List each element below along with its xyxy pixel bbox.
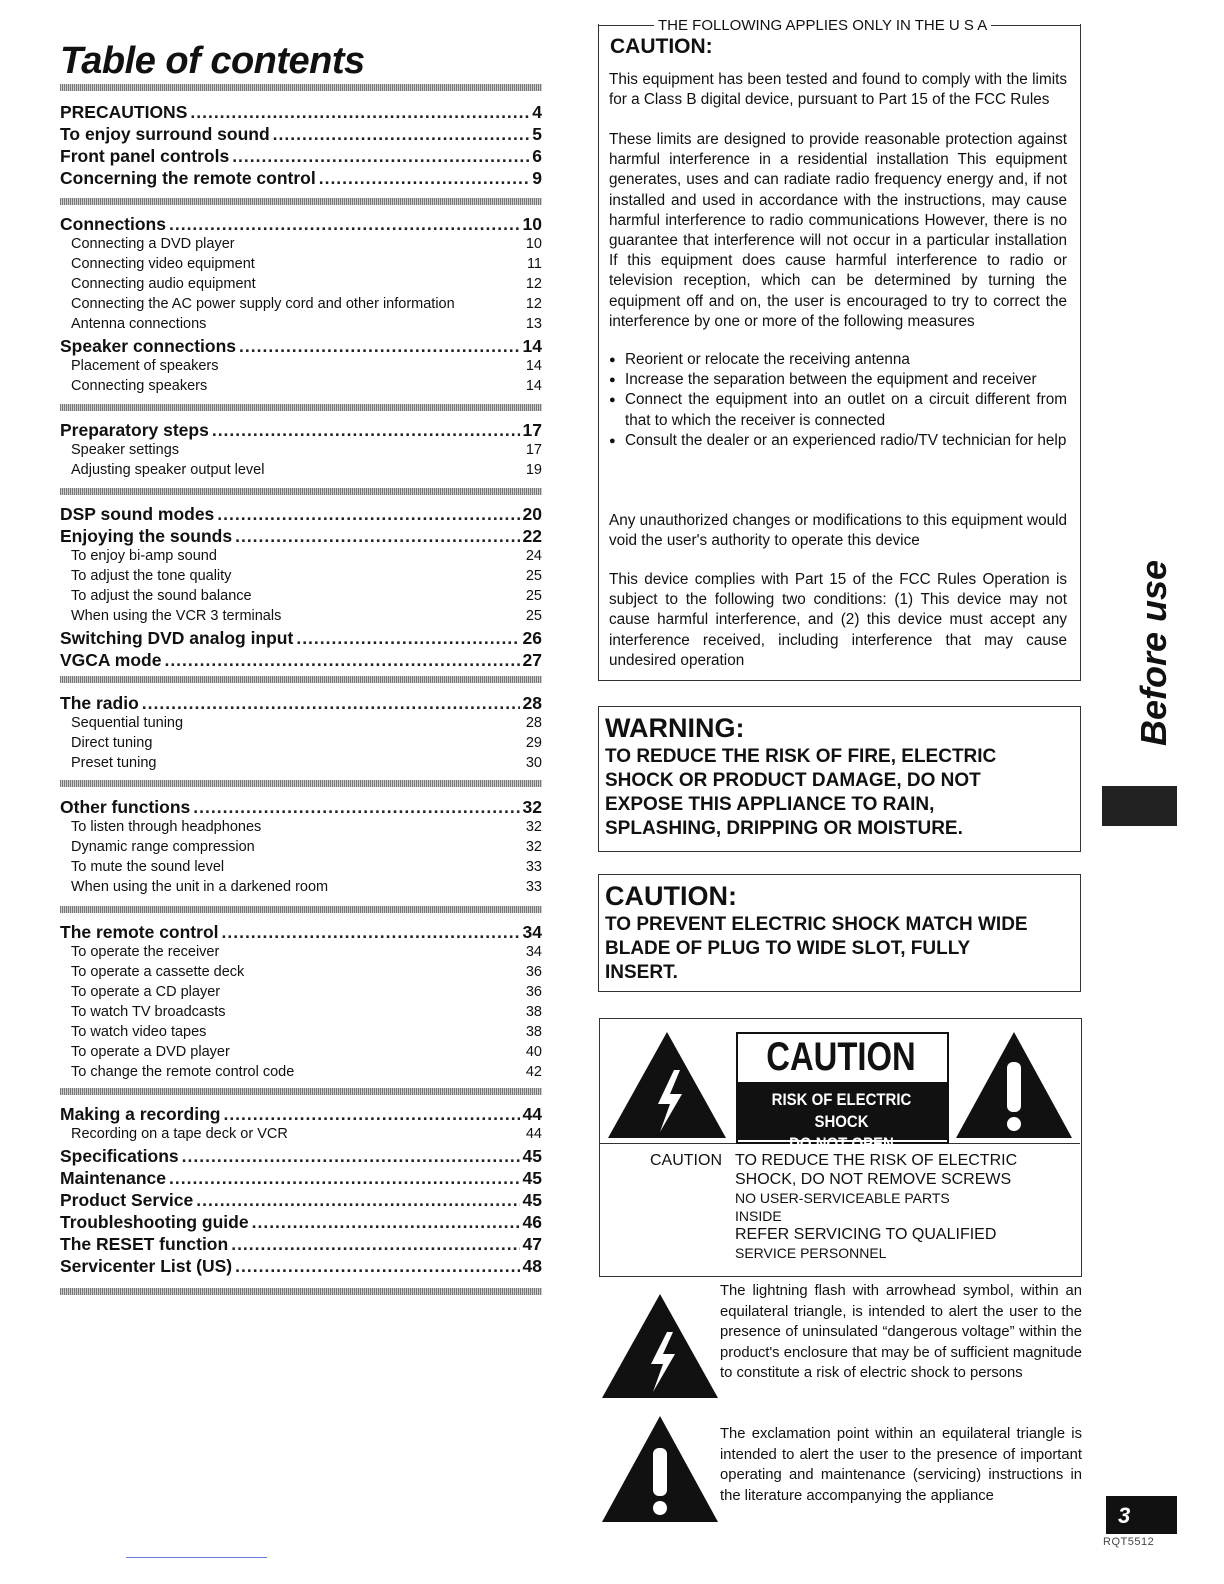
toc-entry-label: To operate a cassette deck (71, 964, 245, 980)
toc-entry-label: To watch TV broadcasts (71, 1004, 226, 1020)
toc-entry-page: 45 (522, 1190, 542, 1210)
toc-entry-page: 12 (525, 276, 542, 292)
toc-subentry (60, 378, 542, 398)
toc-subentry (60, 715, 542, 735)
toc-entry-page: 32 (525, 819, 542, 835)
toc-entry-page: 44 (525, 1126, 542, 1142)
toc-entry (60, 922, 542, 944)
toc-subentry (60, 1126, 542, 1146)
warning-line: EXPOSE THIS APPLIANCE TO RAIN, (605, 794, 935, 815)
toc-divider (60, 676, 542, 683)
toc-entry-label: When using the unit in a darkened room (71, 879, 329, 895)
toc-entry-page: 4 (532, 102, 542, 122)
toc-divider (60, 404, 542, 411)
toc-entry-page: 6 (532, 146, 542, 166)
toc-entry-page: 17 (525, 442, 542, 458)
toc-entry (60, 526, 542, 548)
toc-entry-label: The radio (60, 693, 139, 713)
toc-subentry (60, 296, 542, 316)
toc-entry-page: 10 (525, 236, 542, 252)
usa-header (598, 16, 1081, 34)
toc-leader-dots (231, 1234, 519, 1255)
toc-entry-page: 13 (525, 316, 542, 332)
usa-caution-title: CAUTION: (610, 35, 713, 58)
toc-entry-page: 29 (525, 735, 542, 751)
toc-entry-page: 45 (522, 1146, 542, 1166)
toc-section (60, 102, 542, 190)
toc-divider (60, 488, 542, 495)
toc-entry (60, 693, 542, 715)
toc-divider (60, 780, 542, 787)
toc-entry-label: Speaker connections (60, 336, 237, 356)
fcc-measure: ● Consult the dealer or an experienced radio/TV technician for help (609, 431, 1067, 451)
side-tab-label (1118, 550, 1188, 750)
toc-entry (60, 1104, 542, 1126)
fcc-paragraph-2: These limits are designed to provide reasonable protection against harmful interference in a residential installation This equipment generates, uses and can radiate radio frequency energy and, if not installed and used in accordance with the instructions, may cause harmful interference to radio communications However, there is no guarantee that interference will not occur in a particular installation If this equipment does cause harmful interference to radio or television reception, which can be determined by turning the equipment off and on, the user is encouraged to try to correct the interference by one or more of the following measures (609, 131, 1067, 330)
toc-subentry (60, 256, 542, 276)
toc-entry-label: Servicenter List (US) (60, 1256, 233, 1276)
caution-sign-line: RISK OF ELECTRIC SHOCK (771, 1090, 912, 1131)
toc-subentry (60, 1024, 542, 1044)
toc-entry-label: Placement of speakers (71, 358, 219, 374)
toc-entry-label: Adjusting speaker output level (71, 462, 265, 478)
toc-subentry (60, 608, 542, 628)
toc-entry (60, 168, 542, 190)
toc-subentry (60, 755, 542, 775)
label-text-line: REFER SERVICING TO QUALIFIED (735, 1226, 997, 1243)
fcc-paragraph-3: Any unauthorized changes or modifications to this equipment would void the user's authority to operate this device (609, 512, 1067, 550)
toc-entry-label: To adjust the tone quality (71, 568, 232, 584)
toc-divider (60, 1288, 542, 1295)
toc-entry (60, 628, 542, 650)
toc-entry-label: Connecting the AC power supply cord and other information (71, 296, 455, 312)
toc-entry-page: 34 (522, 922, 542, 942)
toc-leader-dots (223, 1104, 519, 1125)
lightning-warning-icon (606, 1030, 728, 1140)
toc-entry-page: 22 (522, 526, 542, 546)
toc-leader-dots (169, 214, 520, 235)
toc-entry-page: 48 (522, 1256, 542, 1276)
toc-entry-label: Sequential tuning (71, 715, 184, 731)
toc-entry (60, 1212, 542, 1234)
page-number: 3 (1106, 1496, 1177, 1534)
toc-entry-page: 9 (532, 168, 542, 188)
toc-entry-page: 28 (525, 715, 542, 731)
toc-subentry (60, 548, 542, 568)
toc-entry-label: The RESET function (60, 1234, 229, 1254)
toc-entry-label: Preparatory steps (60, 420, 209, 440)
label-text-line: SERVICE PERSONNEL (735, 1245, 887, 1261)
toc-section (60, 693, 542, 775)
warning-line: SPLASHING, DRIPPING OR MOISTURE. (605, 818, 963, 839)
toc-entry-label: Connecting a DVD player (71, 236, 235, 252)
fcc-measure: ● Increase the separation between the equipment and receiver (609, 370, 1067, 390)
toc-entry-label: Direct tuning (71, 735, 153, 751)
lightning-symbol-text: The lightning flash with arrowhead symbol, within an equilateral triangle, is intended to alert the user to the presence of uninsulated “dangerous voltage” within the product's enclosure that may be of sufficient magnitude to constitute a risk of electric shock to persons (720, 1283, 1082, 1382)
toc-section (60, 922, 542, 1084)
toc-entry-page: 30 (525, 755, 542, 771)
warning-box (598, 706, 1081, 852)
toc-entry-page: 45 (522, 1168, 542, 1188)
toc-divider (60, 1088, 542, 1095)
toc-leader-dots (212, 420, 520, 441)
caution-plug-line: BLADE OF PLUG TO WIDE SLOT, FULLY (605, 938, 971, 959)
toc-entry-label: Dynamic range compression (71, 839, 255, 855)
toc-entry-page: 25 (525, 608, 542, 624)
toc-entry-page: 28 (522, 693, 542, 713)
caution-plug-line: TO PREVENT ELECTRIC SHOCK MATCH WIDE (605, 914, 1028, 935)
toc-entry-label: To watch video tapes (71, 1024, 207, 1040)
toc-entry-label: Preset tuning (71, 755, 157, 771)
toc-subentry (60, 984, 542, 1004)
toc-entry (60, 1190, 542, 1212)
fcc-measure: ● Reorient or relocate the receiving antenna (609, 350, 1067, 370)
label-text-line: INSIDE (735, 1208, 782, 1224)
lightning-symbol-icon (600, 1292, 720, 1400)
label-text (735, 1151, 1065, 1262)
toc-subentry (60, 462, 542, 482)
toc-entry (60, 797, 542, 819)
toc-entry-label: Connecting audio equipment (71, 276, 256, 292)
toc-entry-page: 44 (522, 1104, 542, 1124)
toc-entry-page: 42 (525, 1064, 542, 1080)
toc-leader-dots (217, 504, 519, 525)
toc-divider (60, 906, 542, 913)
toc-entry-label: To mute the sound level (71, 859, 225, 875)
toc-leader-dots (296, 628, 519, 649)
toc-entry-label: To listen through headphones (71, 819, 262, 835)
toc-subentry (60, 588, 542, 608)
caution-sign-line: DO NOT OPEN (789, 1134, 894, 1153)
toc-subentry (60, 442, 542, 462)
toc-leader-dots (222, 922, 520, 943)
toc-entry (60, 420, 542, 442)
toc-entry-label: Troubleshooting guide (60, 1212, 249, 1232)
toc-entry-page: 14 (522, 336, 542, 356)
toc-entry-label: When using the VCR 3 terminals (71, 608, 282, 624)
toc-subentry (60, 735, 542, 755)
toc-leader-dots (196, 1190, 519, 1211)
toc-entry-label: Product Service (60, 1190, 194, 1210)
toc-leader-dots (190, 102, 529, 123)
toc-section (60, 797, 542, 899)
toc-entry-label: Connections (60, 214, 166, 234)
caution-sign-title: CAUTION (766, 1035, 916, 1079)
toc-entry-page: 20 (522, 504, 542, 524)
toc-entry-page: 38 (525, 1004, 542, 1020)
toc-leader-dots (232, 146, 529, 167)
toc-entry-page: 38 (525, 1024, 542, 1040)
warning-line: SHOCK OR PRODUCT DAMAGE, DO NOT (605, 770, 981, 791)
toc-section (60, 504, 542, 672)
toc-leader-dots (142, 693, 520, 714)
fcc-measures-list (609, 350, 1067, 451)
toc-entry-label: To operate a CD player (71, 984, 221, 1000)
toc-subentry (60, 1064, 542, 1084)
toc-entry-page: 26 (522, 628, 542, 648)
toc-entry-page: 17 (522, 420, 542, 440)
toc-entry-page: 12 (525, 296, 542, 312)
toc-entry (60, 146, 542, 168)
toc-leader-dots (169, 1168, 520, 1189)
toc-entry-label: Recording on a tape deck or VCR (71, 1126, 288, 1142)
toc-entry-label: Connecting speakers (71, 378, 208, 394)
toc-entry-label: Speaker settings (71, 442, 180, 458)
toc-entry (60, 1256, 542, 1278)
toc-entry (60, 102, 542, 124)
toc-entry-page: 34 (525, 944, 542, 960)
toc-entry-page: 25 (525, 588, 542, 604)
toc-entry-label: VGCA mode (60, 650, 162, 670)
toc-entry (60, 336, 542, 358)
bottom-rule (126, 1557, 267, 1558)
toc-entry-page: 33 (525, 859, 542, 875)
toc-entry-label: Specifications (60, 1146, 179, 1166)
toc-entry (60, 1234, 542, 1256)
toc-leader-dots (193, 797, 519, 818)
toc-leader-dots (164, 650, 519, 671)
toc-entry (60, 124, 542, 146)
toc-entry-page: 36 (525, 964, 542, 980)
toc-entry-page: 32 (525, 839, 542, 855)
warning-line: TO REDUCE THE RISK OF FIRE, ELECTRIC (605, 746, 997, 767)
toc-entry-label: To enjoy surround sound (60, 124, 270, 144)
toc-entry-page: 10 (522, 214, 542, 234)
toc-subentry (60, 879, 542, 899)
toc-entry-label: To operate the receiver (71, 944, 220, 960)
toc-entry (60, 650, 542, 672)
toc-entry-label: Concerning the remote control (60, 168, 316, 188)
toc-subentry (60, 819, 542, 839)
toc-entry-page: 33 (525, 879, 542, 895)
toc-entry-page: 14 (525, 378, 542, 394)
toc-entry-page: 47 (522, 1234, 542, 1254)
toc-entry-label: To change the remote control code (71, 1064, 295, 1080)
toc-entry-page: 11 (526, 256, 542, 272)
label-text-line: SHOCK, DO NOT REMOVE SCREWS (735, 1171, 1012, 1188)
exclamation-symbol-icon (600, 1414, 720, 1524)
fcc-paragraph-1: This equipment has been tested and found to comply with the limits for a Class B digital device, pursuant to Part 15 of the FCC Rules (609, 71, 1067, 109)
exclamation-warning-icon (954, 1030, 1074, 1140)
toc-section (60, 420, 542, 482)
usa-header-text: THE FOLLOWING APPLIES ONLY IN THE U S A (658, 16, 988, 34)
toc-subentry (60, 568, 542, 588)
toc-section (60, 214, 542, 398)
toc-entry (60, 1146, 542, 1168)
caution-plug-title: CAUTION: (605, 881, 737, 911)
toc-subentry (60, 839, 542, 859)
toc-entry (60, 214, 542, 236)
label-text-line: TO REDUCE THE RISK OF ELECTRIC (735, 1152, 1018, 1169)
exclamation-symbol-text: The exclamation point within an equilateral triangle is intended to alert the user to the presence of important operating and maintenance (servicing) instructions in the literature accompanying the appliance (720, 1426, 1082, 1504)
toc-entry-label: Connecting video equipment (71, 256, 255, 272)
toc-subentry (60, 1044, 542, 1064)
toc-entry-page: 24 (525, 548, 542, 564)
toc-leader-dots (239, 336, 519, 357)
fcc-measure: ● Connect the equipment into an outlet on a circuit different from that to which the receiver is connected (609, 390, 1067, 430)
toc-subentry (60, 316, 542, 336)
toc-leader-dots (182, 1146, 520, 1167)
toc-subentry (60, 944, 542, 964)
toc-leader-dots (235, 1256, 519, 1277)
document-code: RQT5512 (1103, 1536, 1155, 1548)
toc-entry-label: PRECAUTIONS (60, 102, 188, 122)
toc-subentry (60, 236, 542, 256)
side-tab-block (1102, 786, 1177, 826)
toc-divider (60, 84, 542, 91)
toc-subentry (60, 1004, 542, 1024)
toc-entry-label: Switching DVD analog input (60, 628, 294, 648)
toc-entry-page: 14 (525, 358, 542, 374)
toc-entry-label: To operate a DVD player (71, 1044, 230, 1060)
toc-entry-label: Making a recording (60, 1104, 221, 1124)
toc-entry-label: Maintenance (60, 1168, 166, 1188)
toc-entry-page: 19 (525, 462, 542, 478)
toc-entry (60, 1168, 542, 1190)
label-text-line: NO USER-SERVICEABLE PARTS (735, 1190, 950, 1206)
toc-subentry (60, 859, 542, 879)
toc-entry-label: DSP sound modes (60, 504, 215, 524)
toc-entry-label: To enjoy bi-amp sound (71, 548, 217, 564)
toc-entry-page: 5 (532, 124, 542, 144)
toc-entry-label: Front panel controls (60, 146, 230, 166)
toc-entry-label: Antenna connections (71, 316, 207, 332)
toc-title: Table of contents (60, 40, 365, 82)
toc-entry-page: 40 (525, 1044, 542, 1060)
toc-entry-label: Other functions (60, 797, 191, 817)
caution-plug-box (598, 874, 1081, 992)
toc-entry-page: 46 (522, 1212, 542, 1232)
toc-entry-page: 27 (522, 650, 542, 670)
toc-leader-dots (235, 526, 519, 547)
toc-subentry (60, 358, 542, 378)
toc-entry-label: The remote control (60, 922, 219, 942)
toc-leader-dots (252, 1212, 520, 1233)
toc-entry-page: 25 (525, 568, 542, 584)
caution-sign-bar (736, 1082, 947, 1153)
toc-entry-page: 36 (525, 984, 542, 1000)
toc-subentry (60, 276, 542, 296)
toc-leader-dots (319, 168, 530, 189)
warning-title: WARNING: (605, 713, 745, 743)
toc-divider (60, 198, 542, 205)
caution-plug-line: INSERT. (605, 962, 678, 983)
fcc-paragraph-4: This device complies with Part 15 of the FCC Rules Operation is subject to the following two conditions: (1) This device may not cause harmful interference, and (2) this device must accept any interference received, including interference that may cause undesired operation (609, 571, 1067, 669)
toc-entry-label: To adjust the sound balance (71, 588, 252, 604)
label-caution-word: CAUTION (650, 1152, 722, 1169)
toc-leader-dots (273, 124, 530, 145)
toc-section (60, 1104, 542, 1278)
toc-entry-page: 32 (522, 797, 542, 817)
toc-subentry (60, 964, 542, 984)
toc-entry (60, 504, 542, 526)
toc-entry-label: Enjoying the sounds (60, 526, 233, 546)
side-tab-text: Before use (1133, 559, 1174, 746)
